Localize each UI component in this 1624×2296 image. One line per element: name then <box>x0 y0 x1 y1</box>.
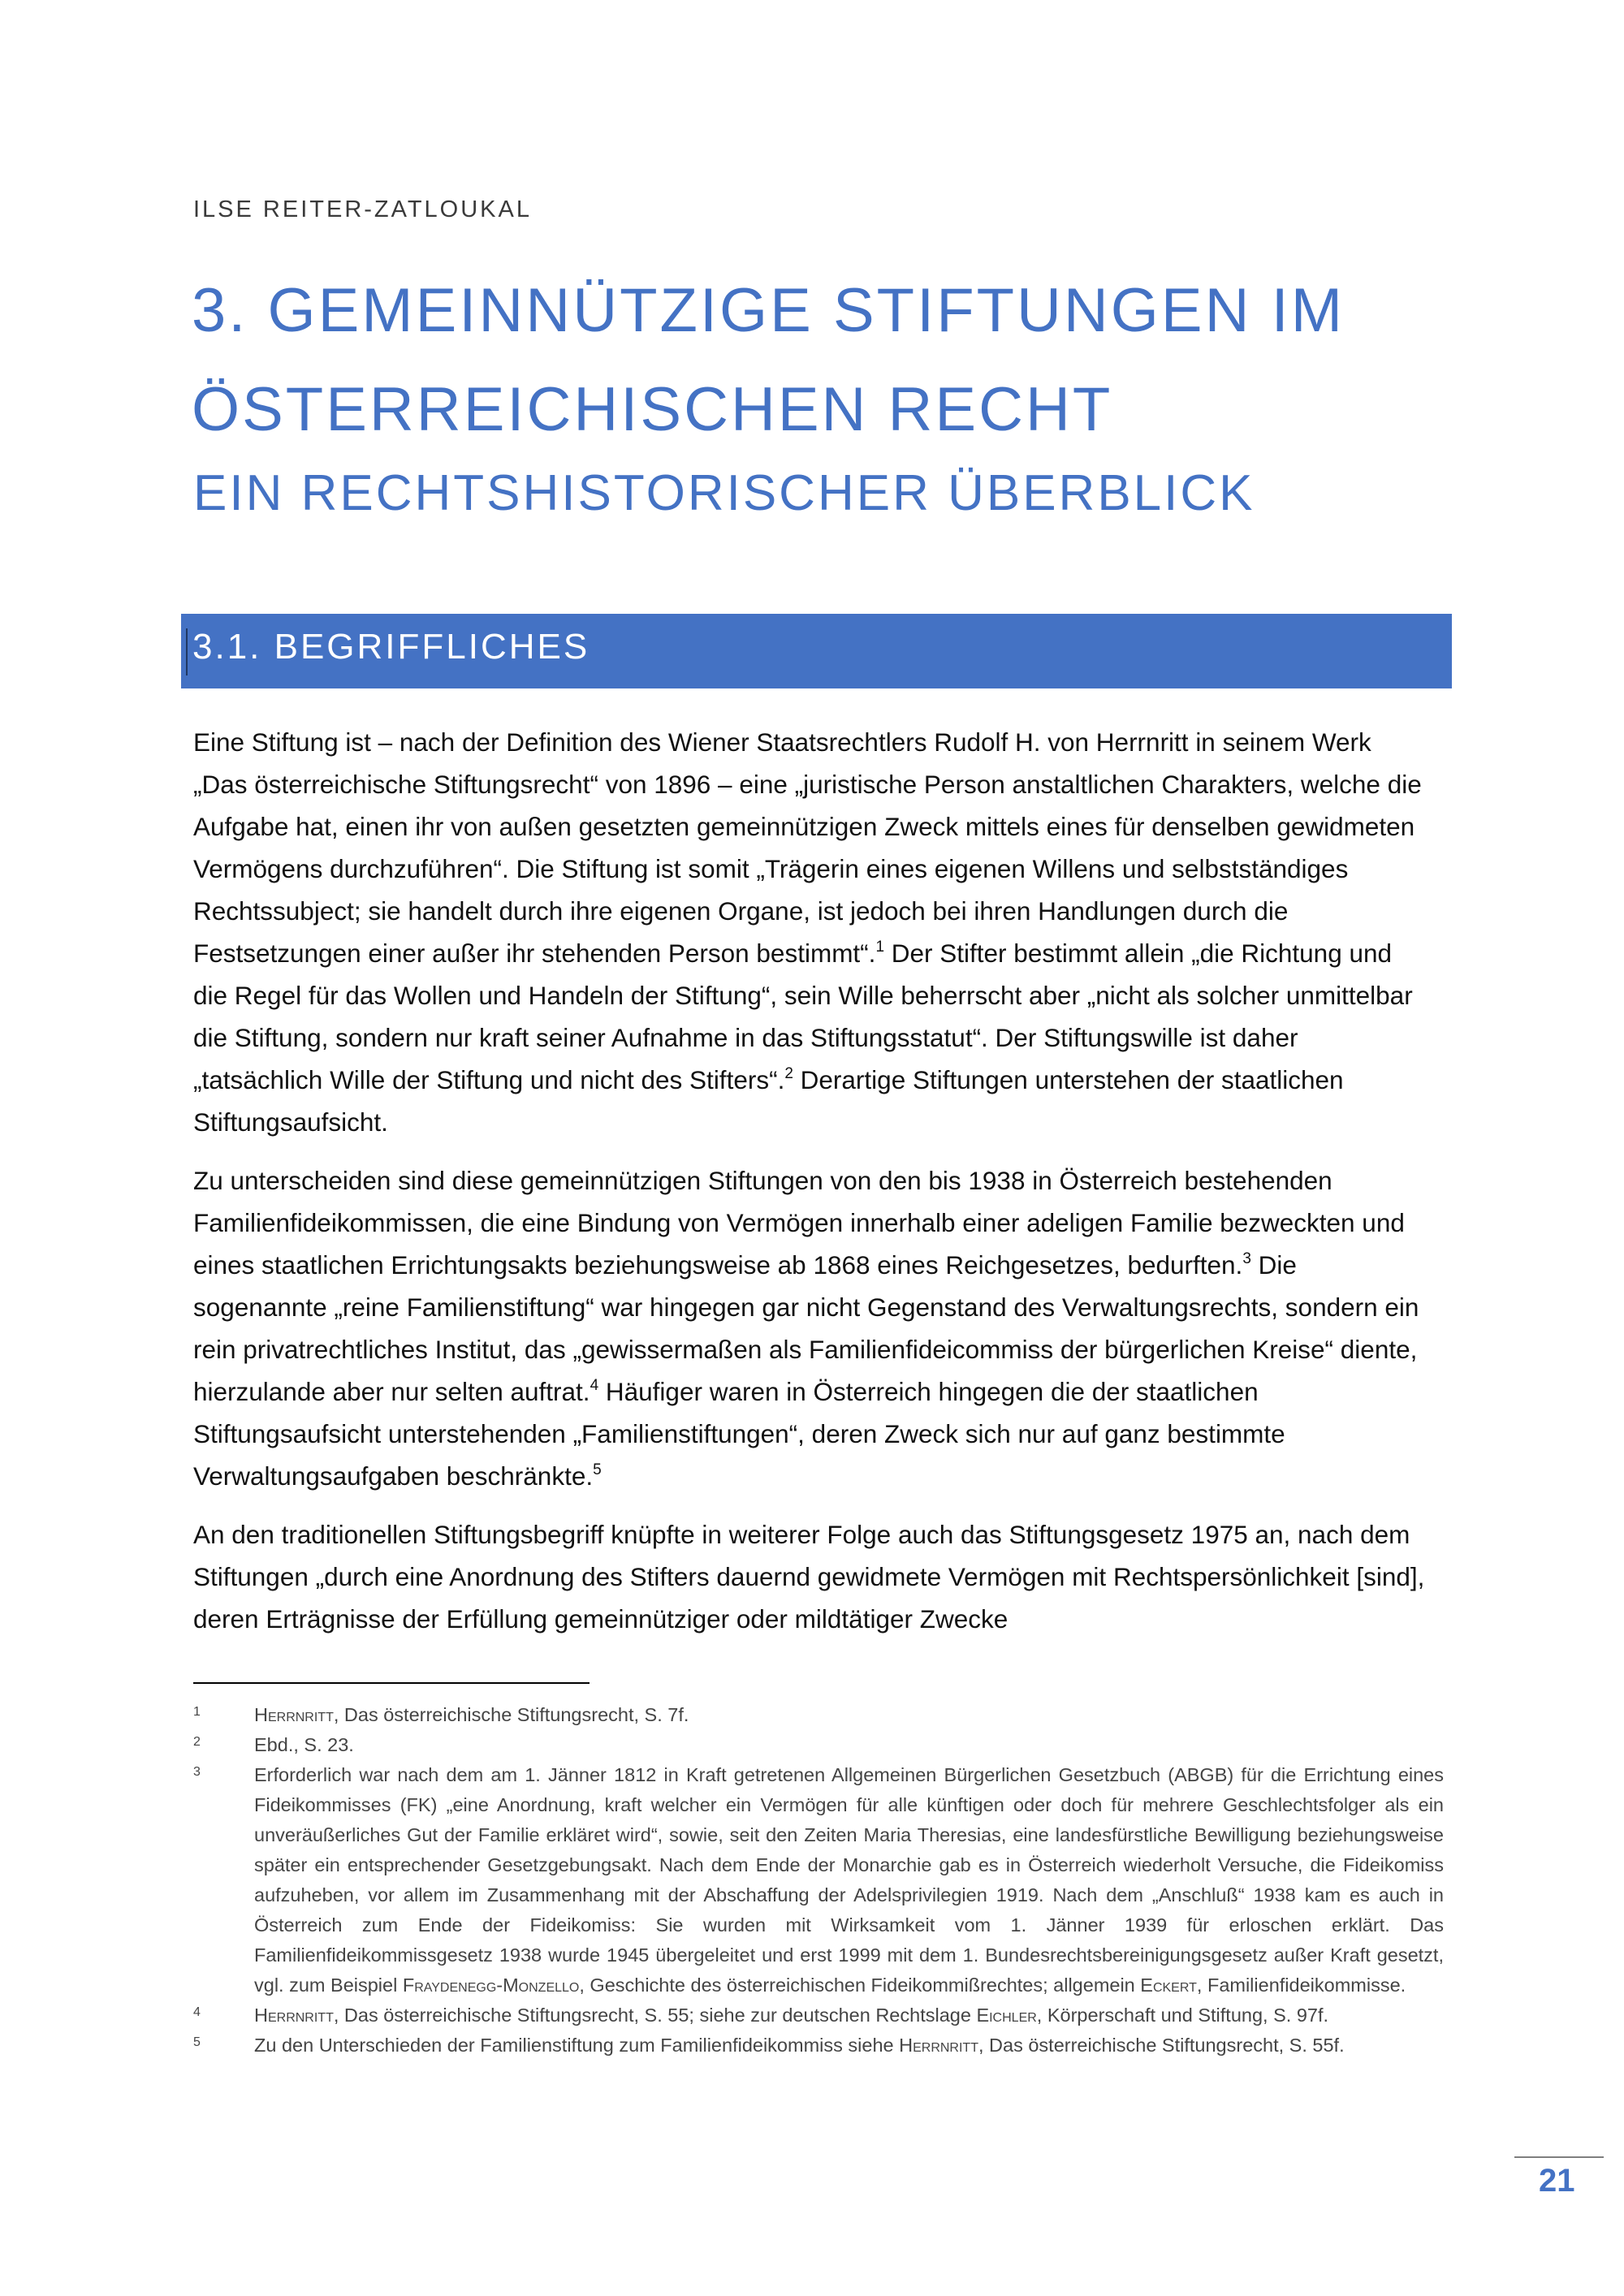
footnote-text: , Das österreichische Stiftungsrecht, S. 55; siehe zur deutschen Rechtslage <box>333 2005 977 2026</box>
paragraph-2-text-a: Zu unterscheiden sind diese gemeinnützigen Stiftungen von den bis 1938 in Österreich bestehenden Familienfideikommissen, die eine Bindung von Vermögen innerhalb einer adeligen Familie bezweckten und eines staatlichen Errichtungsakts beziehungsweise ab 1868 eines Reichgesetzes, bedurften. <box>193 1166 1405 1280</box>
footnote-text: , Das österreichische Stiftungsrecht, S. 55f. <box>978 2035 1345 2056</box>
chapter-title-line-2: ÖSTERREICHISCHEN RECHT <box>192 375 1113 444</box>
footnote-1 <box>193 1700 1444 1730</box>
footnote-4 <box>193 2000 1444 2031</box>
footnote-author: Herrnritt <box>254 1704 334 1725</box>
footnote-number: 3 <box>193 1765 201 1779</box>
footnote-ref-3[interactable]: 3 <box>1242 1249 1251 1267</box>
paragraph-1 <box>193 721 1427 1143</box>
footnote-number: 2 <box>193 1735 201 1749</box>
footnote-ref-1[interactable]: 1 <box>875 938 885 956</box>
page-number: 21 <box>1539 2163 1575 2199</box>
paragraph-1-text-b: Der Stifter bestimmt allein „die Richtung und die Regel für das Wollen und Handeln der Stiftung“, sein Wille beherrscht aber „nicht als solcher unmittelbar die Stiftung, sondern nur kraft seiner Aufnahme in das Stiftungsstatut“. Der Stiftungswille ist daher „tatsächlich Wille der Stiftung und nicht des Stifters“. <box>193 939 1413 1094</box>
body-text <box>193 721 1427 1656</box>
footnote-author: Fraydenegg-Monzello <box>402 1974 580 1996</box>
author-name: ILSE REITER-ZATLOUKAL <box>193 196 532 222</box>
footnote-text: , Familienfideikommisse. <box>1196 1974 1406 1996</box>
text-cursor <box>186 628 188 675</box>
paragraph-1-text-a: Eine Stiftung ist – nach der Definition des Wiener Staatsrechtlers Rudolf H. von Herrnritt in seinem Werk „Das österreichische Stiftungsrecht“ von 1896 – eine „juristische Person anstaltlichen Charakters, welche die Aufgabe hat, einen ihr von außen gesetzten gemeinnützigen Zweck mittels eines für denselben gewidmeten Vermögens durchzuführen“. Die Stiftung ist somit „Trägerin eines eigenen Willens und selbstständiges Rechtssubject; sie handelt durch ihre eigenen Organe, ist jedoch bei ihren Handlungen durch die Festsetzungen einer außer ihr stehenden Person bestimmt“. <box>193 727 1422 968</box>
footnote-number: 4 <box>193 2005 201 2019</box>
footnote-text: Erforderlich war nach dem am 1. Jänner 1812 in Kraft getretenen Allgemeinen Bürgerlichen Gesetzbuch (ABGB) für die Errichtung eines Fideikommisses (FK) „eine Anordnung, kraft welcher ein Vermögen für alle künftigen oder doch für mehrere Geschlechtsfolger als ein unveräußerliches Gut der Familie erkläret wird“, sowie, seit den Zeiten Maria Theresias, eine landesfürstliche Bewilligung beziehungsweise später ein entsprechender Gesetzgebungsakt. Nach dem Ende der Monarchie gab es in Österreich wiederholt Versuche, die Fideikomiss aufzuheben, vor allem im Zusammenhang mit der Abschaffung der Adelsprivilegien 1919. Nach dem „Anschluß“ 1938 kam es auch in Österreich zum Ende der Fideikomiss: Sie wurden mit Wirksamkeit vom 1. Jänner 1939 für erloschen erklärt. Das Familienfideikommissgesetz 1938 wurde 1945 übergeleitet und erst 1999 mit dem 1. Bundesrechtsbereinigungsgesetz außer Kraft gesetzt, vgl. zum Beispiel <box>254 1764 1444 1996</box>
chapter-title <box>192 261 1458 460</box>
footnote-text: Zu den Unterschieden der Familienstiftung zum Familienfideikommiss siehe <box>254 2035 900 2056</box>
footnote-separator <box>193 1682 590 1684</box>
chapter-title-line-1: 3. GEMEINNÜTZIGE STIFTUNGEN IM <box>192 276 1345 345</box>
paragraph-2-text-b: Die sogenannte „reine Familienstiftung“ war hingegen gar nicht Gegenstand des Verwaltungsrechts, sondern ein rein privatrechtliches Institut, das „gewissermaßen als Familienfideicommiss der bürgerlichen Kreise“ diente, hierzulande aber nur selten auftrat. <box>193 1250 1419 1406</box>
footnote-author: Herrnritt <box>254 2005 334 2026</box>
footnote-author: Herrnritt <box>899 2035 978 2056</box>
footnote-text: , Das österreichische Stiftungsrecht, S. 7f. <box>333 1704 689 1725</box>
footnote-2 <box>193 1730 1444 1760</box>
footnote-5 <box>193 2031 1444 2061</box>
paragraph-2 <box>193 1159 1427 1497</box>
footnote-author: Eckert <box>1140 1974 1197 1996</box>
footnote-3 <box>193 1760 1444 2000</box>
section-title: 3.1. BEGRIFFLICHES <box>192 627 590 667</box>
footnote-ref-5[interactable]: 5 <box>593 1461 602 1478</box>
paragraph-1-text-c: Derartige Stiftungen unterstehen der staatlichen Stiftungsaufsicht. <box>193 1065 1344 1137</box>
footnote-author: Eichler <box>976 2005 1037 2026</box>
footnote-text: , Körperschaft und Stiftung, S. 97f. <box>1036 2005 1329 2026</box>
page-number-rule <box>1514 2156 1604 2158</box>
footnote-number: 5 <box>193 2035 201 2049</box>
footnote-ref-2[interactable]: 2 <box>784 1064 793 1082</box>
chapter-subtitle: EIN RECHTSHISTORISCHER ÜBERBLICK <box>193 465 1255 521</box>
paragraph-3: An den traditionellen Stiftungsbegriff knüpfte in weiterer Folge auch das Stiftungsgesetz 1975 an, nach dem Stiftungen „durch eine Anordnung des Stifters dauernd gewidmete Vermögen mit Rechtspersönlichkeit [sind], deren Erträgnisse der Erfüllung gemeinnütziger oder mildtätiger Zwecke <box>193 1520 1425 1634</box>
footnote-text: Ebd., S. 23. <box>254 1734 354 1755</box>
footnote-number: 1 <box>193 1705 201 1719</box>
footnotes <box>193 1700 1444 2061</box>
paragraph-2-text-c: Häufiger waren in Österreich hingegen die der staatlichen Stiftungsaufsicht unterstehenden „Familienstiftungen“, deren Zweck sich nur auf ganz bestimmte Verwaltungsaufgaben beschränkte. <box>193 1377 1285 1491</box>
section-heading-bar <box>181 614 1452 688</box>
footnote-text: , Geschichte des österreichischen Fideikommißrechtes; allgemein <box>579 1974 1141 1996</box>
footnote-ref-4[interactable]: 4 <box>590 1376 599 1394</box>
